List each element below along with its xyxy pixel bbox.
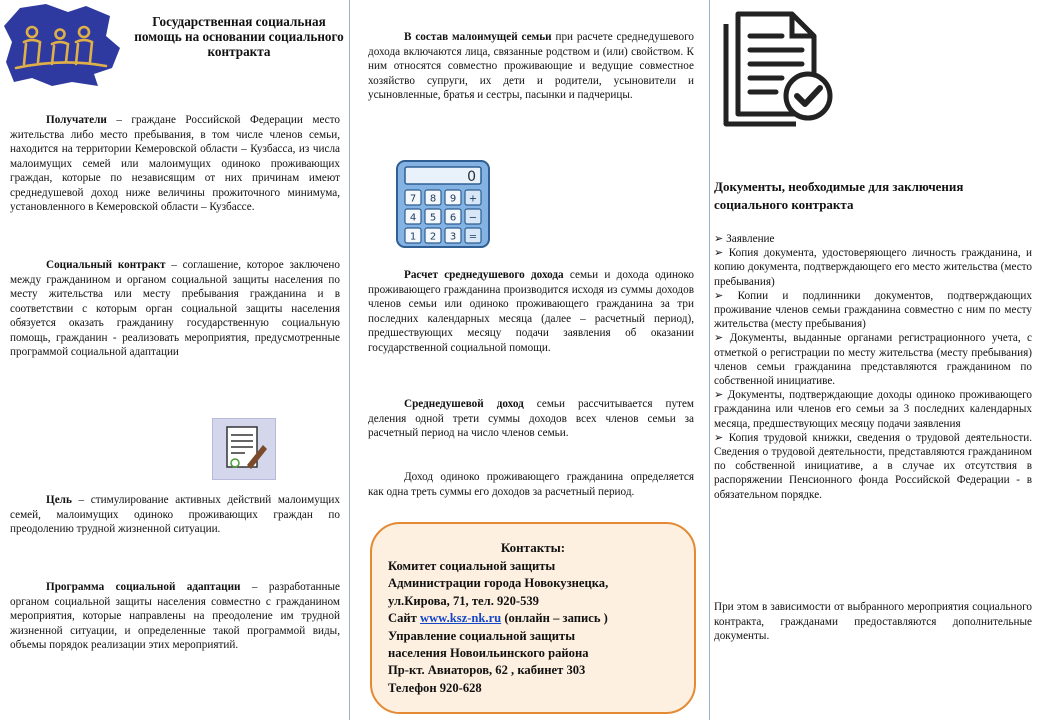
calculator-key-label: 2 xyxy=(429,231,437,243)
family-paragraph xyxy=(368,30,694,103)
calculation-paragraph xyxy=(368,268,694,355)
goal-term: Цель xyxy=(46,494,72,506)
page-title: Государственная социальная помощь на основании социального контракта xyxy=(134,14,344,59)
calculator-key-label: 9 xyxy=(449,193,457,205)
contract-text: – соглашение, которое заключено между гражданином и органом социальной защиты населения по месту жительства или месту пребывания гражданина и в соответствии с которым орган социальной защиты населения обязуется оказать гражданину государственную социальную помощь, гражданин - реализовать мероприятия, предусмотренные программой социальной адаптации xyxy=(10,259,340,358)
contacts-line: населения Новоильинского района xyxy=(388,646,589,661)
bullet-arrow-icon: ➢ xyxy=(714,289,738,302)
contacts-body xyxy=(388,558,694,697)
family-term: В состав малоимущей семьи xyxy=(404,31,552,43)
document-list-item-text: Документы, подтверждающие доходы одиноко проживающего гражданина или членов его семьи за 3 последних календарных месяца, предшествующих месяцу подачи заявления xyxy=(714,389,1033,430)
column-right xyxy=(712,0,1038,720)
avg-income-text: семьи рассчитывается путем деления одной трети суммы доходов всех членов семьи за расчетный период на число членов семьи. xyxy=(368,398,694,439)
contacts-title: Контакты: xyxy=(500,540,566,555)
recipients-paragraph xyxy=(10,113,340,215)
calculator-key-label: 5 xyxy=(429,212,437,224)
kuzbass-family-logo-icon xyxy=(2,2,126,88)
calculator-key-label: + xyxy=(468,193,478,205)
family-text: при расчете среднедушевого дохода включаются лица, связанные родством и (или) свойством. К ним относятся совместно проживающие и ведущие совместное хозяйство супруги, их дети и родители, усыновители и усыновленные, братья и сестры, пасынки и падчерицы. xyxy=(368,31,694,101)
calculator-key-label: 6 xyxy=(449,212,457,224)
contacts-line: Управление социальной защиты xyxy=(388,628,576,643)
document-list-item xyxy=(714,289,1032,332)
document-list-item-text: Копия трудовой книжки, сведения о трудовой деятельности. Сведения о трудовой деятельности, представляются гражданином по собственной инициативе, а в случае их отсутствия в распоряжении Пенсионного фонда Российской Федерации - в обязательном порядке. xyxy=(714,431,1033,501)
avg-income-paragraph xyxy=(368,397,694,441)
program-term: Программа социальной адаптации xyxy=(46,581,241,593)
bullet-arrow-icon: ➢ xyxy=(714,431,729,444)
document-signing-icon xyxy=(212,418,276,480)
recipients-term: Получатели xyxy=(46,114,107,126)
calculator-key-label: 8 xyxy=(429,193,437,205)
goal-paragraph xyxy=(10,493,340,537)
contacts-line: ул.Кирова, 71, тел. 920-539 xyxy=(388,593,539,608)
document-list-item-text: Копии и подлинники документов, подтверждающих проживание членов семьи гражданина совместно с ним по месту жительства (месту пребывания) xyxy=(714,289,1032,331)
calculator-key-label: − xyxy=(468,212,478,224)
program-text: – разработанные органом социальной защиты населения совместно с гражданином мероприятия, которые направлены на преодоление им трудной жизненной ситуации, и определенные такой программой виды, объемы порядок реализации этих мероприятий. xyxy=(10,581,341,651)
document-list-item-text: Документы, выданные органами регистрационного учета, с отметкой о регистрации по месту жительства (месту пребывания) членов семьи гражданина представляются гражданином по собственной инициативе. xyxy=(714,332,1032,388)
goal-text: – стимулирование активных действий малоимущих семей, малоимущих одиноко проживающих граждан по преодолению трудной жизненной ситуации. xyxy=(10,494,340,535)
calculator-key-label: 3 xyxy=(449,231,457,243)
document-list-item xyxy=(714,431,1032,502)
bullet-arrow-icon: ➢ xyxy=(714,389,728,402)
documents-note: При этом в зависимости от выбранного мероприятия социального контракта, гражданами предоставляются дополнительные документы. xyxy=(714,601,1032,642)
avg-income-term: Среднедушевой доход xyxy=(404,398,524,410)
contacts-site-line xyxy=(388,610,694,627)
program-paragraph xyxy=(10,580,340,653)
calculation-term: Расчет среднедушевого дохода xyxy=(404,269,564,281)
calculator-display-text: 0 xyxy=(467,169,476,185)
calculator-key-label: = xyxy=(468,231,478,243)
contacts-line: Пр-кт. Авиаторов, 62 , кабинет 303 xyxy=(388,663,586,678)
calculation-text: семьи и дохода одиноко проживающего гражданина производится исходя из суммы доходов членов семьи или одиноко проживающего гражданина за три последних календарных месяца (далее – расчетный период), предшествующих месяцу подачи заявления об оказании государственной социальной помощи. xyxy=(368,269,694,354)
calculator-key-label: 7 xyxy=(409,193,417,205)
contacts-box xyxy=(370,522,696,714)
document-list-item xyxy=(714,246,1032,289)
document-list-item xyxy=(714,331,1032,388)
single-income-paragraph: Доход одиноко проживающего гражданина определяется как одна треть суммы его доходов за расчетный период. xyxy=(368,471,694,498)
documents-list xyxy=(714,232,1032,502)
site-link[interactable]: www.ksz-nk.ru xyxy=(419,611,502,626)
contacts-line: Администрации города Новокузнецка, xyxy=(388,576,609,591)
contract-term: Социальный контракт xyxy=(46,259,166,271)
site-prefix: Сайт xyxy=(388,611,420,626)
document-list-item-text: Копия документа, удостоверяющего личность гражданина, и копию документа, подтверждающего его место жительства (место пребывания) xyxy=(714,247,1032,288)
recipients-text: – граждане Российской Федерации место жительства либо место пребывания, в том числе членов семьи, находится на территории Кемеровской области – Кузбасса, из числа малоимущих семей или малоимущих одиноко проживающих граждан, которые по независящим от них причинам имеют среднедушевой доход ниже величины прожиточного минимума, установленного в Кемеровской области – Кузбассе. xyxy=(10,114,340,213)
bullet-arrow-icon: ➢ xyxy=(714,247,729,260)
contacts-line: Комитет социальной защиты xyxy=(388,559,556,573)
site-suffix: (онлайн – запись ) xyxy=(501,611,608,626)
contacts-line: Телефон 920-628 xyxy=(388,680,482,695)
document-list-item xyxy=(714,232,1032,246)
bullet-arrow-icon: ➢ xyxy=(714,233,727,245)
document-list-item-text: Заявление xyxy=(726,233,775,245)
documents-checkmark-icon xyxy=(716,6,842,138)
calculator-key-label: 1 xyxy=(409,231,417,243)
bullet-arrow-icon: ➢ xyxy=(714,332,730,345)
column-middle xyxy=(352,0,708,720)
contract-paragraph xyxy=(10,258,340,360)
column-divider-right xyxy=(709,0,710,720)
document-list-item xyxy=(714,388,1032,431)
calculator-icon xyxy=(396,160,490,248)
documents-heading: Документы, необходимые для заключения социального контракта xyxy=(714,179,964,212)
column-left xyxy=(0,0,348,720)
calculator-key-label: 4 xyxy=(409,212,417,224)
column-divider-left xyxy=(349,0,350,720)
